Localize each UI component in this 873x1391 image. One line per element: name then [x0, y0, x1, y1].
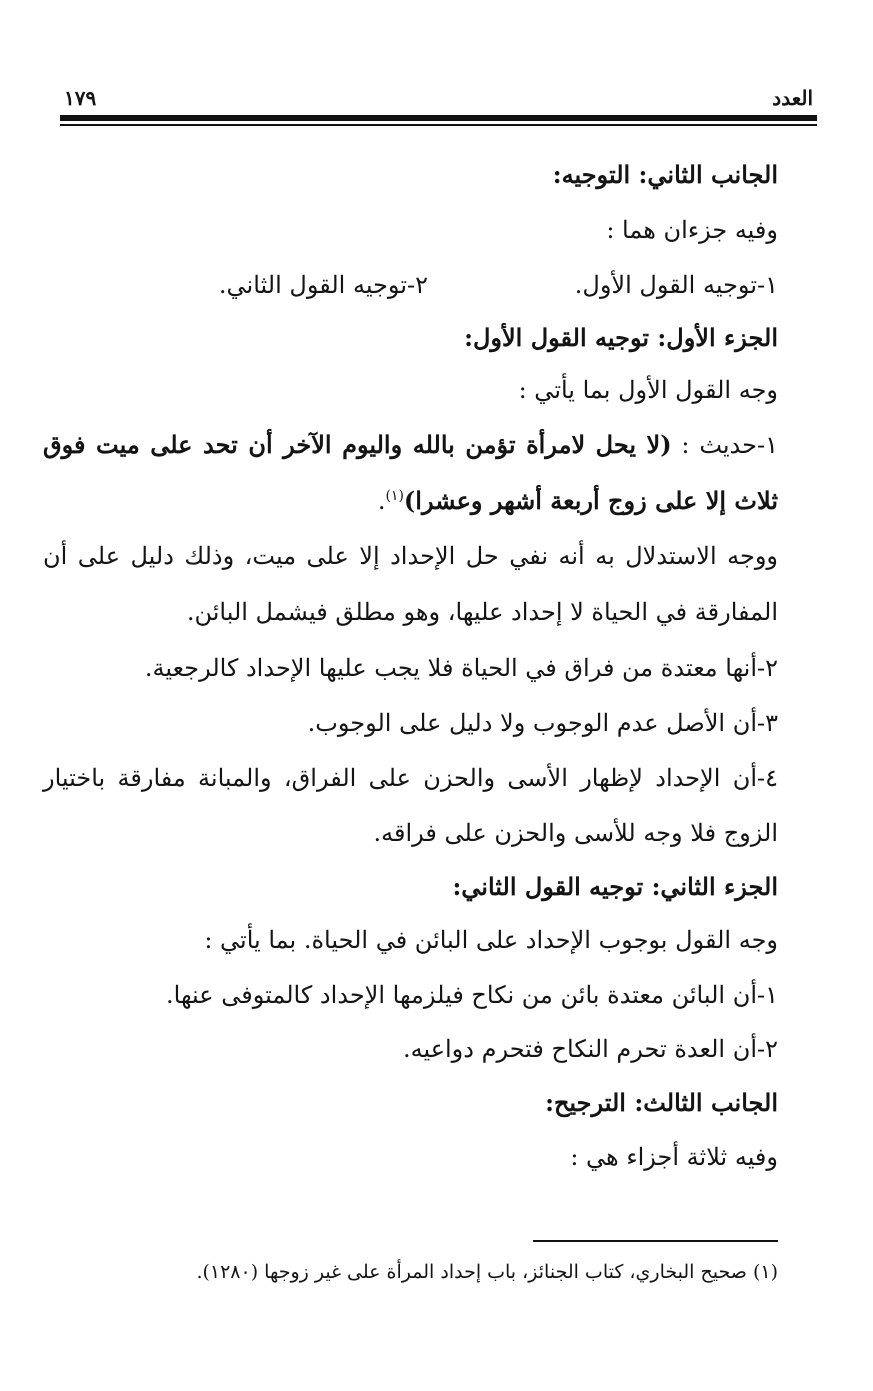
part1-heading: الجزء الأول: توجيه القول الأول: — [464, 323, 778, 352]
part2-intro: وجه القول بوجوب الإحداد على البائن في الحياة. بما يأتي : — [204, 926, 778, 954]
hadith-line-2 — [378, 483, 778, 519]
header-rule-thick — [60, 115, 817, 121]
hadith-text-1: (لا يحل لامرأة تؤمن بالله واليوم الآخر أن تحد على ميت فوق — [43, 430, 672, 459]
istidlal-line-1: ووجه الاستدلال به أنه نفي حل الإحداد إلا على ميت، وذلك دليل على أن — [43, 542, 778, 570]
part2-heading: الجزء الثاني: توجيه القول الثاني: — [452, 872, 778, 901]
point-4-line-2: الزوج فلا وجه للأسى والحزن على فراقه. — [373, 819, 778, 847]
section2-intro: وفيه جزءان هما : — [606, 216, 778, 244]
footnote-marker: (١) — [385, 488, 404, 504]
running-header — [60, 84, 817, 116]
hadith-line-1 — [43, 427, 778, 463]
section3-heading: الجانب الثالث: الترجيح: — [545, 1088, 778, 1117]
point-3: ٣-أن الأصل عدم الوجوب ولا دليل على الوجوب. — [307, 709, 778, 737]
header-rule-thin — [60, 124, 817, 126]
point-4-line-1: ٤-أن الإحداد لإظهار الأسى والحزن على الفراق، والمبانة مفارقة باختيار — [43, 764, 778, 792]
hadith-end: . — [377, 487, 386, 515]
section2-heading: الجانب الثاني: التوجيه: — [552, 160, 778, 189]
part2-item: ٢-توجيه القول الثاني. — [218, 271, 428, 299]
istidlal-line-2: المفارقة في الحياة لا إحداد عليها، وهو مطلق فيشمل البائن. — [186, 598, 778, 626]
part1-item: ١-توجيه القول الأول. — [574, 271, 778, 299]
hadith-text-2: ثلاث إلا على زوج أربعة أشهر وعشرا) — [403, 486, 778, 515]
footnote-rule — [533, 1240, 778, 1242]
header-title: العدد — [772, 86, 813, 110]
part1-intro: وجه القول الأول بما يأتي : — [518, 376, 778, 404]
footnote: (١) صحيح البخاري، كتاب الجنائز، باب إحداد المرأة على غير زوجها (١٢٨٠). — [196, 1261, 778, 1283]
page-number: ١٧٩ — [64, 86, 97, 110]
point-2: ٢-أنها معتدة من فراق في الحياة فلا يجب عليها الإحداد كالرجعية. — [144, 654, 778, 682]
section3-intro: وفيه ثلاثة أجزاء هي : — [570, 1143, 778, 1171]
part2-point-1: ١-أن البائن معتدة بائن من نكاح فيلزمها الإحداد كالمتوفى عنها. — [166, 981, 778, 1009]
hadith-prefix: ١-حديث : — [681, 431, 778, 459]
part2-point-2: ٢-أن العدة تحرم النكاح فتحرم دواعيه. — [402, 1035, 778, 1063]
